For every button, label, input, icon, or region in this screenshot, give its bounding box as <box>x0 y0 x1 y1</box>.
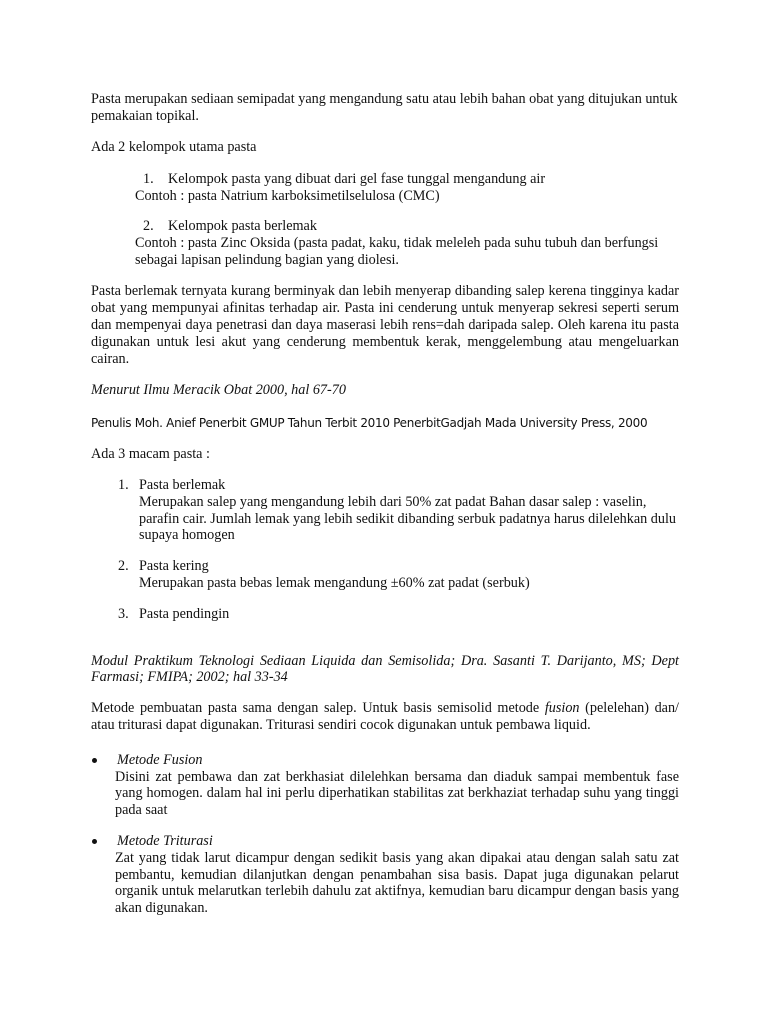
type-title: Pasta kering <box>139 558 209 575</box>
group-item <box>91 171 679 205</box>
method-title: Metode Fusion <box>117 751 203 768</box>
list-marker: 3. <box>118 605 129 622</box>
method-description: Disini zat pembawa dan zat berkhasiat dilelehkan bersama dan diaduk sampai membentuk fase yang homogen. dalam hal ini perlu diperhatikan stabilitas zat berkhaziat terhadap suhu yang tinggi pada saat <box>115 768 679 819</box>
groups-heading: Ada 2 kelompok utama pasta <box>91 138 257 155</box>
list-item <box>91 606 679 623</box>
group-title: Kelompok pasta yang dibuat dari gel fase tunggal mengandung air <box>168 171 546 188</box>
group-example: Contoh : pasta Zinc Oksida (pasta padat, kaku, tidak meleleh pada suhu tubuh dan berfungsi sebagai lapisan pelindung bagian yang diolesi. <box>135 234 659 268</box>
document-page <box>91 91 679 931</box>
types-list <box>91 477 679 623</box>
reference-author: Penulis Moh. Anief Penerbit GMUP Tahun Terbit 2010 PenerbitGadjah Mada University Press, 2000 <box>91 416 648 431</box>
type-description: Merupakan pasta bebas lemak mengandung ±60% zat padat (serbuk) <box>139 574 530 591</box>
method-description: Zat yang tidak larut dicampur dengan sedikit basis yang akan dipakai atau dengan salah satu zat pembantu, kemudian dilanjutkan dengan penambahan sisa basis. Dapat juga digunakan pelarut organik untuk melarutkan terlebih dahulu zat aktifnya, kemudian baru dicampur dengan basis yang akan digunakan. <box>115 849 679 917</box>
berlemak-paragraph: Pasta berlemak ternyata kurang berminyak dan lebih menyerap dibanding salep kerena tingginya kadar obat yang mempunyai afinitas terhadap air. Pasta ini cenderung untuk menyerap sekresi seperti serum dan mempenyai daya penetrasi dan daya maserasi lebih rens=dah daripada salep. Oleh karena itu pasta digunakan untuk lesi akut yang cenderung membentuk kerak, menggelembung atau mengeluarkan cairan. <box>91 283 679 367</box>
method-intro-text: (pelelehan) dan/ atau triturasi dapat digunakan. Triturasi sendiri cocok digunakan untuk pembawa liquid. <box>91 700 679 733</box>
types-heading: Ada 3 macam pasta : <box>91 446 210 463</box>
list-marker: 2. <box>118 558 129 575</box>
list-marker: 2. <box>143 217 154 234</box>
list-item <box>91 477 679 544</box>
type-title: Pasta berlemak <box>139 476 226 493</box>
method-intro-italic: fusion <box>544 700 580 717</box>
type-title: Pasta pendingin <box>139 605 230 622</box>
group-title: Kelompok pasta berlemak <box>168 217 317 234</box>
method-item <box>91 752 679 819</box>
reference-heading: Menurut Ilmu Meracik Obat 2000, hal 67-70 <box>91 382 346 399</box>
method-intro-paragraph <box>91 700 679 734</box>
group-item <box>91 218 679 268</box>
list-marker: 1. <box>143 171 154 188</box>
reference-heading: Modul Praktikum Teknologi Sediaan Liquida dan Semisolida; Dra. Sasanti T. Darijanto, MS; Dept Farmasi; FMIPA; 2002; hal 33-34 <box>91 652 679 686</box>
method-title: Metode Triturasi <box>117 832 213 849</box>
list-item <box>91 558 679 592</box>
intro-paragraph: Pasta merupakan sediaan semipadat yang mengandung satu atau lebih bahan obat yang ditujukan untuk pemakaian topikal. <box>91 91 678 124</box>
list-marker: 1. <box>118 476 129 493</box>
type-description: Merupakan salep yang mengandung lebih dari 50% zat padat Bahan dasar salep : vaselin, parafin cair. Jumlah lemak yang lebih sedikit dibanding serbuk padatnya harus dilelehkan dulu supaya homogen <box>139 493 677 544</box>
method-intro-text: Metode pembuatan pasta sama dengan salep. Untuk basis semisolid metode <box>91 700 545 717</box>
group-example: Contoh : pasta Natrium karboksimetilselulosa (CMC) <box>135 188 440 205</box>
method-item <box>91 833 679 917</box>
